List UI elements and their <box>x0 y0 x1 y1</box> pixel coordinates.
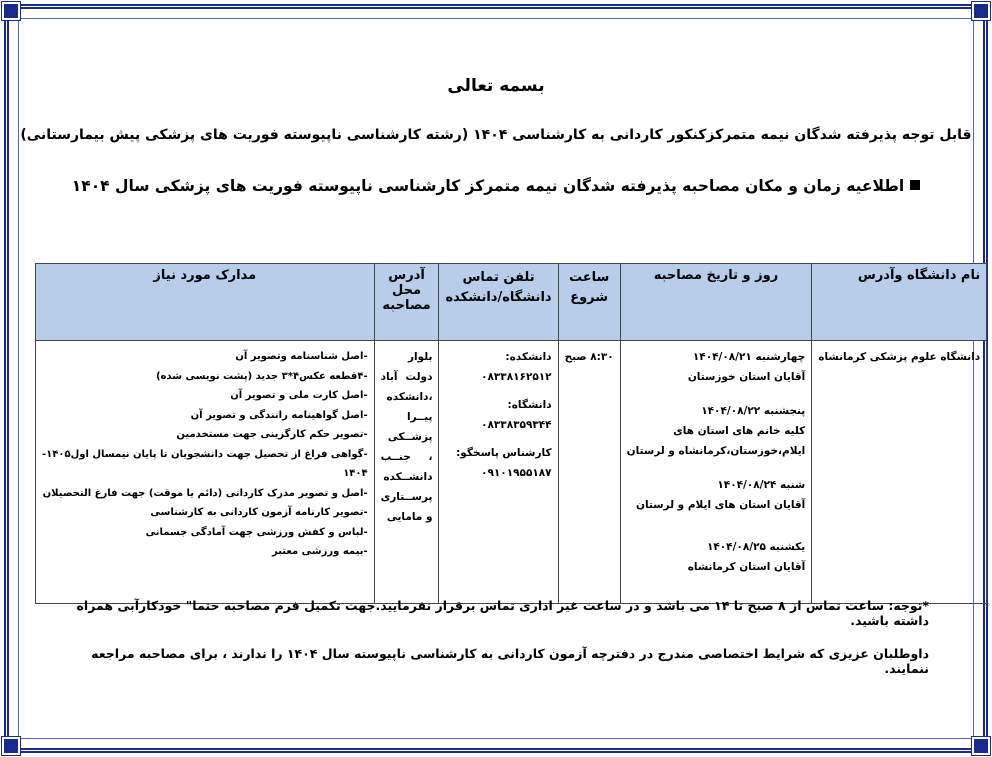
document-item: -اصل شناسنامه وتصویر آن <box>235 351 368 362</box>
square-bullet-icon <box>910 180 920 190</box>
interview-group: آقایان استان کرمانشاه <box>687 561 806 573</box>
interview-date: چهارشنبه ۱۴۰۴/۰۸/۲۱ <box>692 351 806 363</box>
interview-date: پنجشنبه ۱۴۰۴/۰۸/۲۲ <box>701 405 806 417</box>
header-time-line1: ساعت <box>568 270 610 285</box>
header-date: روز و تاریخ مصاحبه <box>620 264 812 341</box>
university-name: دانشگاه علوم پزشکی کرمانشاه <box>818 351 981 363</box>
document-item: -بیمه ورزشی معتبر <box>271 546 368 557</box>
header-university: نام دانشگاه وآدرس <box>812 264 987 341</box>
table-header-row <box>36 264 987 341</box>
header-time <box>558 264 620 341</box>
header-address: آدرس محل مصاحبه <box>374 264 439 341</box>
interview-group: آقایان استان خوزستان <box>687 371 806 383</box>
header-phone-line1: تلفن تماس <box>462 270 535 285</box>
interview-group: ایلام،خوزستان،کرمانشاه و لرستان <box>626 445 806 457</box>
page-title: بسمه تعالی <box>447 76 545 96</box>
document-item: -تصویر کارنامه آزمون کاردانی به کارشناسی <box>150 507 368 518</box>
document-item: -اصل کارت ملی و تصویر آن <box>230 390 368 401</box>
announcement-text: اطلاعیه زمان و مکان مصاحبه پذیرفته شدگان نیمه متمرکز کارشناسی ناپیوسته فوریت های پزشکی سال ۱۴۰۴ <box>71 177 905 195</box>
document-item: -۴قطعه عکس۴*۳ جدید (پشت نویسی شده) <box>155 370 368 382</box>
document-item: -لباس و کفش ورزشی جهت آمادگی جسمانی <box>145 526 368 538</box>
cell-dates <box>620 341 812 604</box>
faculty-phone-label: دانشکده: <box>505 351 552 363</box>
header-phone <box>439 264 558 341</box>
cell-phones <box>439 341 558 604</box>
corner-ornament <box>2 737 20 755</box>
table-row <box>36 341 987 604</box>
interview-date: شنبه ۱۴۰۴/۰۸/۲۴ <box>717 479 806 491</box>
university-phone-number: ۰۸۳۳۸۳۵۹۳۴۴ <box>481 419 552 431</box>
document-item: -اصل و تصویر مدرک کاردانی (دائم یا موقت) جهت فارغ التحصیلان <box>42 487 368 499</box>
faculty-phone-number: ۰۸۳۳۸۱۶۲۵۱۲ <box>481 371 552 383</box>
corner-ornament <box>972 737 990 755</box>
cell-start-time <box>558 341 620 604</box>
cell-address <box>374 341 439 604</box>
document-item: -تصویر حکم کارگزینی جهت مستخدمین <box>176 429 368 440</box>
corner-ornament <box>972 2 990 20</box>
eligibility-note: داوطلبان عزیزی که شرایط اختصاصی مندرج در دفترچه آزمون کاردانی به کارشناسی ناپیوسته سال ۱۴۰۴ را ندارند ، برای مصاحبه مراجعه ننمایند. <box>91 646 929 676</box>
document-item: -اصل گواهینامه رانندگی و تصویر آن <box>190 409 368 421</box>
document-item: ۱۴۰۴ <box>343 468 368 479</box>
start-time: ۸:۳۰ صبح <box>564 351 614 363</box>
expert-phone-number: ۰۹۱۰۱۹۵۵۱۸۷ <box>481 467 552 479</box>
corner-ornament <box>2 2 20 20</box>
header-phone-line2: دانشگاه/دانشکده <box>445 290 552 305</box>
interview-address: بلوار دولت آباد ،دانشکده پیــرا پزشــکی ، جنــب دانشــکده پرســتاری و مامایی <box>380 351 433 523</box>
cell-documents <box>36 341 375 604</box>
expert-phone-label: کارشناس پاسخگو: <box>456 447 552 459</box>
contact-hours-note: *توجه: ساعت تماس از ۸ صبح تا ۱۴ می باشد و در ساعت غیر اداری تماس برقرار نفرمایید.جهت تکمیل فرم مصاحبه حتما" خودکارآبی همراه داشته باشید. <box>76 598 929 628</box>
announcement-heading <box>0 177 992 195</box>
page-subtitle: قابل توجه پذیرفته شدگان نیمه متمرکزکنکور کاردانی به کارشناسی ۱۴۰۴ (رشته کارشناسی ناپیوسته فوریت های پزشکی پیش بیمارستانی) <box>20 127 972 143</box>
interview-group: آقایان استان های ایلام و لرستان <box>636 499 806 511</box>
header-documents: مدارک مورد نیاز <box>36 264 375 341</box>
university-phone-label: دانشگاه: <box>507 399 552 411</box>
interview-date: یکشنبه ۱۴۰۴/۰۸/۲۵ <box>706 541 806 553</box>
header-time-line2: شروع <box>570 290 609 305</box>
interview-schedule-table <box>35 263 987 604</box>
interview-group: کلیه خانم های استان های <box>673 425 806 437</box>
document-item: -گواهی فراغ از تحصیل جهت دانشجویان تا پایان نیمسال اول۱۴۰۵- <box>42 448 368 460</box>
cell-university <box>812 341 987 604</box>
